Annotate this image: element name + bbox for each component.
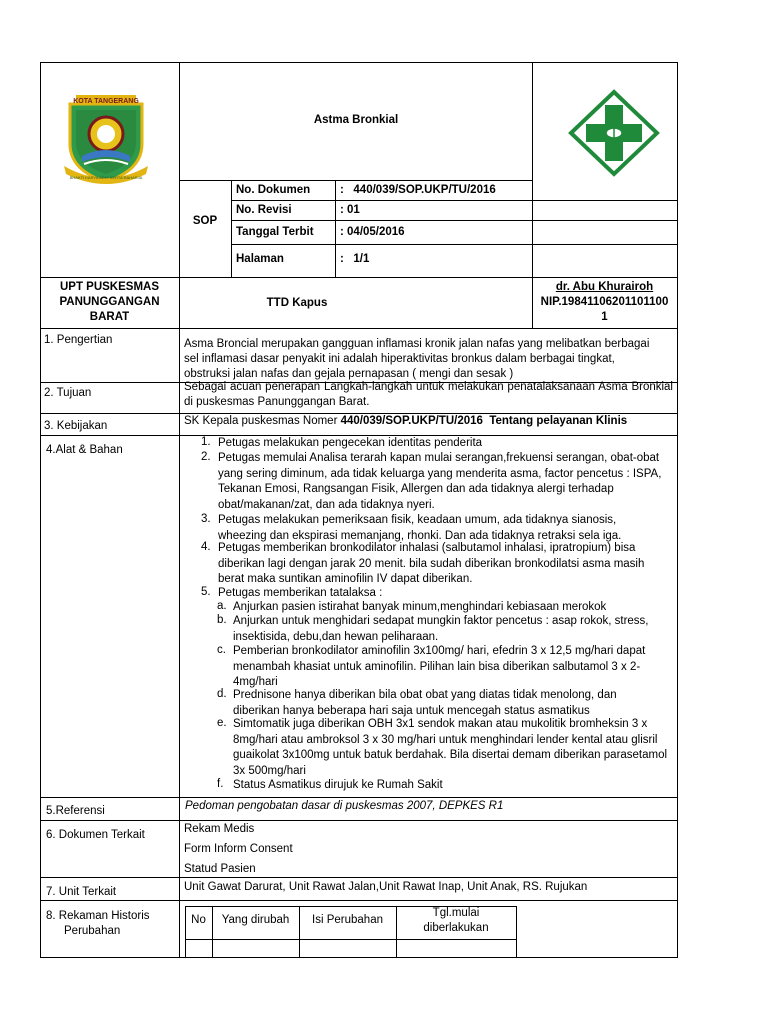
document-title: Astma Bronkial: [313, 114, 399, 126]
step-4-number: 4.: [201, 541, 211, 553]
meta-row-3: [231, 244, 677, 245]
signer-nip: NIP.19841106201101100: [540, 296, 669, 308]
substep-b-number: b.: [217, 614, 227, 626]
title-row-bottom: [179, 180, 533, 181]
ttd-kapus: TTD Kapus: [266, 297, 328, 309]
logo-motto-text: BHAKTI KARYA ADHI KERTA RAHARJA: [69, 175, 143, 180]
kota-tangerang-logo: [62, 94, 150, 186]
meta-label-revisi: No. Revisi: [236, 204, 292, 216]
meta-value-dokumen: : 440/039/SOP.UKP/TU/2016: [340, 184, 496, 196]
dokumen-item-3: Statud Pasien: [184, 863, 256, 875]
substep-f-number: f.: [217, 778, 224, 790]
section-label-unit: 7. Unit Terkait: [46, 886, 117, 898]
section-label-referensi: 5.Referensi: [46, 805, 105, 817]
org-name-line3: BARAT: [89, 311, 130, 323]
meta-value-tanggal: : 04/05/2016: [340, 226, 405, 238]
step-5-number: 5.: [201, 586, 211, 598]
border-right: [677, 62, 678, 958]
border-left: [40, 62, 41, 958]
substep-e-text: Simtomatik juga diberikan OBH 3x1 sendok makan atau mukolitik bromheksin 3 x 8mg/hari atau ambroksol 3 x 30 mg/hari untuk menghindari lender kental atau glisril guaikolat 3x100mg untuk batuk berdahak. Bila disertai demam diberikan parasetamol 3x 500mg/hari: [233, 718, 668, 777]
substep-f-text: Status Asmatikus dirujuk ke Rumah Sakit: [233, 779, 443, 791]
step-5-text: Petugas memberikan tatalaksa :: [218, 587, 383, 599]
meta-divider-sop: [231, 180, 232, 277]
substep-e-number: e.: [217, 717, 227, 729]
history-header-isi: Isi Perubahan: [312, 914, 383, 926]
meta-row-2: [231, 220, 677, 221]
header-bottom: [40, 277, 678, 278]
pengertian-line-2: sel inflamasi dasar penyakit ini adalah hiperaktivitas bronkus dalam berbagai tingkat,: [184, 353, 615, 365]
substep-d-number: d.: [217, 688, 227, 700]
row-alat-bottom: [40, 797, 678, 798]
substep-a-text: Anjurkan pasien istirahat banyak minum,menghindari kebiasaan merokok: [233, 601, 607, 613]
history-v4: [516, 906, 517, 958]
history-header-no: No: [191, 914, 206, 926]
step-4-text: Petugas memberikan bronkodilator inhalasi (salbutamol inhalasi, ipratropium) bisa diberikan lagi dengan jarak 20 menit. bila sudah diberikan bronkodilatsi asma masih berat maka suntikan aminofilin IV dapat diberikan.: [218, 542, 645, 586]
step-2-number: 2.: [201, 451, 211, 463]
meta-value-halaman: : 1/1: [340, 253, 370, 265]
kebijakan-text-bold: 440/039/SOP.UKP/TU/2016 Tentang pelayanan Klinis: [340, 415, 628, 427]
border-bottom: [40, 957, 678, 958]
signer-name: dr. Abu Khurairoh: [555, 281, 654, 293]
body-divider: [179, 328, 180, 958]
section-label-rekaman-1: 8. Rekaman Historis: [46, 910, 150, 922]
section-label-kebijakan: 3. Kebijakan: [44, 420, 108, 432]
tujuan-text: Sebagai acuan penerapan Langkah-langkah untuk melakukan penatalaksanaan Asma Bronkial di puskesmas Panunggangan Barat.: [184, 381, 673, 408]
border-top: [40, 62, 678, 63]
row-dokumen-bottom: [40, 877, 678, 878]
section-label-tujuan: 2. Tujuan: [44, 387, 92, 399]
step-1-number: 1.: [201, 436, 211, 448]
unit-text: Unit Gawat Darurat, Unit Rawat Jalan,Unit Rawat Inap, Unit Anak, RS. Rujukan: [184, 881, 588, 893]
substep-d-text: Prednisone hanya diberikan bila obat obat yang diatas tidak menolong, dan diberikan hanya beberapa hari saja untuk mencegah status asmatikus: [233, 689, 617, 717]
meta-row-1: [231, 200, 677, 201]
meta-label-tanggal: Tanggal Terbit: [236, 226, 314, 238]
kebijakan-text-pre: SK Kepala puskesmas Nomer: [184, 415, 341, 427]
meta-label-halaman: Halaman: [236, 253, 284, 265]
substep-c-text: Pemberian bronkodilator aminofilin 3x100mg/ hari, efedrin 3 x 12,5 mg/hari dapat menambah khasiat untuk aminofilin. Pilihan lain bisa diberikan salbutamol 3 x 2-4mg/hari: [233, 645, 646, 689]
org-name-line1: UPT PUSKESMAS: [59, 281, 160, 293]
dokumen-item-2: Form Inform Consent: [184, 843, 293, 855]
section-label-dokumen: 6. Dokumen Terkait: [46, 829, 145, 841]
pengertian-line-1: Asma Broncial merupakan gangguan inflamasi kronik jalan nafas yang melibatkan berbagai: [184, 338, 650, 350]
section-label-pengertian: 1. Pengertian: [44, 334, 113, 346]
meta-divider-value: [335, 180, 336, 277]
substep-b-text: Anjurkan untuk menghidari sedapat mungkin faktor pencetus : asap rokok, stress, insektisida, debu,dan hewan peliharaan.: [233, 615, 649, 643]
pengertian-line-3: obstruksi jalan nafas dan gejala pernapasan ( mengi dan sesak ): [184, 368, 514, 380]
signer-nip-tail: 1: [601, 311, 608, 323]
sign-row-bottom: [40, 328, 678, 329]
header-divider-left: [179, 62, 180, 328]
sop-label: SOP: [192, 215, 218, 227]
history-header-tgl-1: Tgl.mulai: [432, 907, 480, 919]
org-name-line2: PANUNGGANGAN: [59, 296, 160, 308]
substep-c-number: c.: [217, 644, 226, 656]
referensi-text: Pedoman pengobatan dasar di puskesmas 2007, DEPKES R1: [185, 800, 504, 812]
section-label-alat: 4.Alat & Bahan: [46, 444, 123, 456]
row-referensi-bottom: [40, 820, 678, 821]
section-label-rekaman-2: Perubahan: [64, 925, 121, 937]
meta-value-revisi: : 01: [340, 204, 360, 216]
substep-a-number: a.: [217, 600, 227, 612]
step-2-text: Petugas memulai Analisa terarah kapan mulai serangan,frekuensi serangan, obat-obat yang sering diminum, ada tidak keluarga yang menderita asma, factor pencetus : ISPA, Tekanan Emosi, Rangsangan Fisik, Allergen dan ada tidaknya alergi terhadap obat/makanan/zat, dan ada tidaknya nyeri.: [218, 452, 662, 511]
dokumen-item-1: Rekam Medis: [184, 823, 255, 835]
step-3-number: 3.: [201, 513, 211, 525]
step-1-text: Petugas melakukan pengecekan identitas penderita: [218, 437, 483, 449]
step-3-text: Petugas melakukan pemeriksaan fisik, keadaan umum, ada tidaknya sianosis, wheezing dan ekspirasi memanjang, rhonki. Dan ada tidaknya retraksi sela iga.: [218, 514, 622, 542]
history-header-tgl-2: diberlakukan: [423, 922, 489, 934]
logo-banner-text: KOTA TANGERANG: [73, 98, 139, 105]
kebijakan-text: [184, 414, 627, 429]
puskesmas-logo: [568, 89, 660, 177]
meta-label-dokumen: No. Dokumen: [236, 184, 311, 196]
history-header-yang-dirubah: Yang dirubah: [221, 914, 290, 926]
row-unit-bottom: [40, 900, 678, 901]
history-mid: [185, 939, 517, 940]
